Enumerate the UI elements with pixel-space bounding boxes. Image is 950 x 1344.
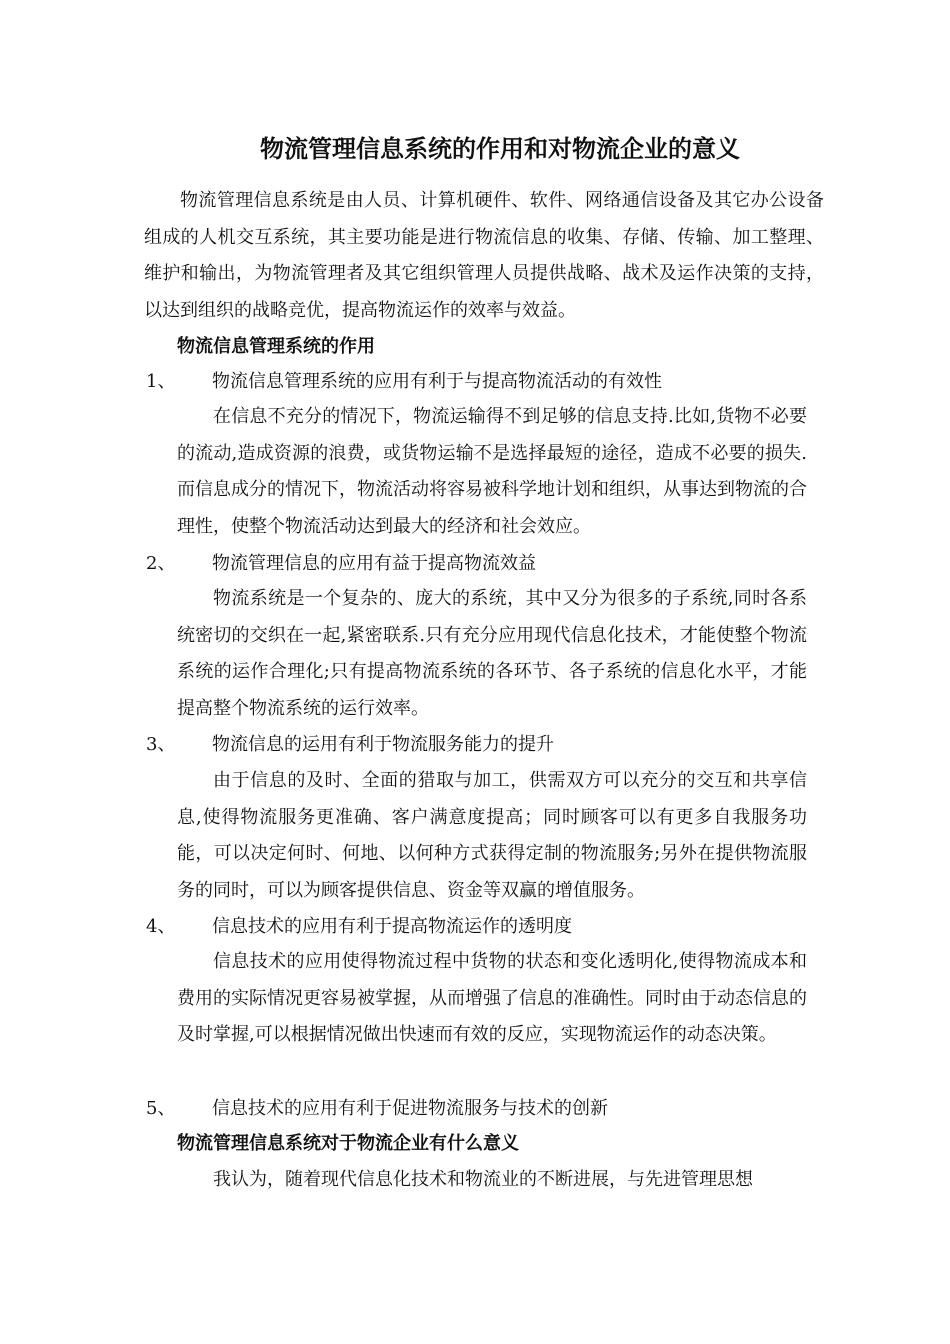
list-item-number: 3、 (146, 734, 176, 755)
list-item-title: 信息技术的应用有利于促进物流服务与技术的创新 (212, 1098, 608, 1119)
list-item-number: 2、 (146, 553, 176, 574)
list-item-title: 物流信息的运用有利于物流服务能力的提升 (212, 734, 554, 755)
list-item-1 (146, 364, 826, 400)
page-title: 物流管理信息系统的作用和对物流企业的意义 (260, 134, 740, 163)
list-item-number: 1、 (146, 371, 176, 392)
list-item-title: 物流管理信息的应用有益于提高物流效益 (212, 553, 536, 574)
list-item-2 (146, 546, 826, 582)
section2-paragraph: 我认为，随着现代信息化技术和物流业的不断进展，与先进管理思想 (213, 1169, 753, 1190)
section-heading-role: 物流信息管理系统的作用 (177, 336, 375, 357)
list-item-body-4: 信息技术的应用使得物流过程中货物的状态和变化透明化,使得物流成本和费用的实际情况更容易被掌握，从而增强了信息的准确性。同时由于动态信息的及时掌握,可以根据情况做出快速而有效的反应，实现物流运作的动态决策。 (177, 951, 807, 1045)
list-item-number: 5、 (146, 1098, 176, 1119)
list-item-body-2: 物流系统是一个复杂的、庞大的系统，其中又分为很多的子系统,同时各系统密切的交织在一起,紧密联系.只有充分应用现代信息化技术，才能使整个物流系统的运作合理化;只有提高物流系统的各环节、各子系统的信息化水平，才能提高整个物流系统的运行效率。 (177, 588, 807, 719)
list-item-5 (146, 1091, 826, 1127)
list-item-number: 4、 (146, 916, 176, 937)
section-heading-significance: 物流管理信息系统对于物流企业有什么意义 (177, 1133, 519, 1154)
list-item-3 (146, 727, 826, 763)
list-item-body-3: 由于信息的及时、全面的猎取与加工，供需双方可以充分的交互和共享信息,使得物流服务更准确、客户满意度提高；同时顾客可以有更多自我服务功能，可以决定何时、何地、以何种方式获得定制的物流服务;另外在提供物流服务的同时，可以为顾客提供信息、资金等双赢的增值服务。 (177, 770, 807, 901)
intro-paragraph: 物流管理信息系统是由人员、计算机硬件、软件、网络通信设备及其它办公设备组成的人机交互系统，其主要功能是进行物流信息的收集、存储、传输、加工整理、维护和输出，为物流管理者及其它组织管理人员提供战略、战术及运作决策的支持，以达到组织的战略竞优，提高物流运作的效率与效益。 (144, 190, 824, 321)
list-item-body-1: 在信息不充分的情况下，物流运输得不到足够的信息支持.比如,货物不必要的流动,造成资源的浪费，或货物运输不是选择最短的途径，造成不必要的损失.而信息成分的情况下，物流活动将容易被科学地计划和组织，从事达到物流的合理性，使整个物流活动达到最大的经济和社会效应。 (177, 406, 807, 537)
list-item-4 (146, 909, 826, 945)
list-item-title: 物流信息管理系统的应用有利于与提高物流活动的有效性 (212, 371, 662, 392)
list-item-title: 信息技术的应用有利于提高物流运作的透明度 (212, 916, 572, 937)
